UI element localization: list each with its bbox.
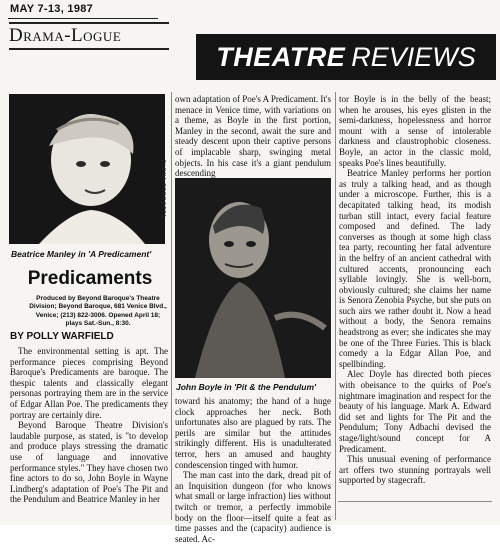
production-info: Produced by Beyond Baroque's Theatre Division; Beyond Baroque, 681 Venice Blvd., Venice; (213) 822-3006. Opened April 18; plays Sat.-Sun., 8:30. (29, 295, 167, 328)
masthead: Drama-Logue (9, 22, 169, 50)
photo2-credit: ELENA PERROTTA (325, 250, 331, 309)
column-3 (339, 94, 491, 486)
paragraph: Beyond Baroque Theatre Division's laudable purpose, as stated, is "to develop and produce plays stressing the dramatic use of language and innovative performance styles." They have chosen two fine actors to do so, John Boyle in Wayne Lindberg's adaptation of Poe's The Pit and the Pendulum and Beatrice Manley in her (10, 420, 168, 505)
photo2-caption: John Boyle in 'Pit & the Pendulum' (176, 382, 317, 392)
paragraph: This unusual evening of performance art offers two stunning portrayals well supported by stagecraft. (339, 454, 491, 486)
column-1 (10, 346, 168, 505)
photo1-credit: ELENA PERROTTA (160, 160, 166, 219)
column-divider (171, 92, 172, 520)
column-2-top (175, 94, 331, 179)
photo1-caption: Beatrice Manley in 'A Predicament' (11, 249, 152, 259)
paragraph: tor Boyle is in the belly of the beast; when he arouses, his eyes glisten in the semi-darkness, hopelessness and horror mount with a sense of intolerable darkness and claustrophobic closeness. Boyle, an actor in the classic mold, speaks Poe's lines beautifully. (339, 94, 491, 168)
banner-light: REVIEWS (351, 41, 476, 72)
photo-john-boyle-image (175, 178, 331, 378)
photo-beatrice-manley (9, 94, 165, 244)
date-rule (8, 18, 158, 19)
photo-john-boyle (175, 178, 331, 378)
paragraph: The environmental setting is apt. The performance pieces comprising Beyond Baroque's Predicaments are baroque. The thespic talents and classically elegant personas portraying them are in the service of Edgar Allan Poe. The predicaments they portray are certainly dire. (10, 346, 168, 420)
photo-beatrice-manley-image (9, 94, 165, 244)
paragraph: The man cast into the dark, dread pit of an Inquisition dungeon (for who knows what small or large infraction) lies without twitch or tremor, a perfectly immobile body on the floor—itself quite a feat as time passes and the (capacity) audience is seated. Ac- (175, 470, 331, 544)
paragraph: Alec Doyle has directed both pieces with obeisance to the quirks of Poe's nightmare imagination and respect for the beauty of his language. Mark A. Edward did set and lights for The Pit and the Pendulum; Tony Adbachi devised the stage/light/sound concept for A Predicament. (339, 369, 491, 454)
paragraph: own adaptation of Poe's A Predicament. It's menace in Venice time, with variations on a theme, as Boyle in the first portion, Manley in the second, await the sure and steady descent upon their captive persons of implacable sharp, swinging metal objects. In his case it's a giant pendulum descending (175, 94, 331, 179)
column-2-bottom (175, 396, 331, 544)
byline: BY POLLY WARFIELD (10, 331, 114, 342)
banner-bold: THEATRE (216, 41, 346, 72)
bottom-rule (338, 501, 492, 502)
column-divider (335, 92, 336, 520)
paragraph: toward his anatomy; the hand of a huge clock approaches her neck. Both unfortunates also are plagued by rats. The perils are similar but the attitudes strikingly different. His is unadulterated terror, hers an amused and haughty condescension tinged with humor. (175, 396, 331, 470)
paragraph: Beatrice Manley performs her portion as truly a talking head, and as though under a microscope. Further, this is a decapitated talking head, its modish turban still intact, every facial feature composed and defined. The lady converses as though at some high class tea party, recounting her fatal adventure in the belfry of an ancient cathedral with cultured accents, pronouncing each syllable lovingly. She is well-born, obviously cultured; she claims her name is Senora Zenobia Psyche, but she puts on such airs we rather doubt it. Now a head without a body, the Senora remains headstrong as ever; she indicates she may be one of the Three Furies. This is black comedy a la Edgar Allan Poe, and spellbinding. (339, 168, 491, 369)
review-headline: Predicaments (27, 268, 153, 289)
section-banner (196, 34, 496, 80)
issue-date: MAY 7-13, 1987 (10, 3, 94, 15)
